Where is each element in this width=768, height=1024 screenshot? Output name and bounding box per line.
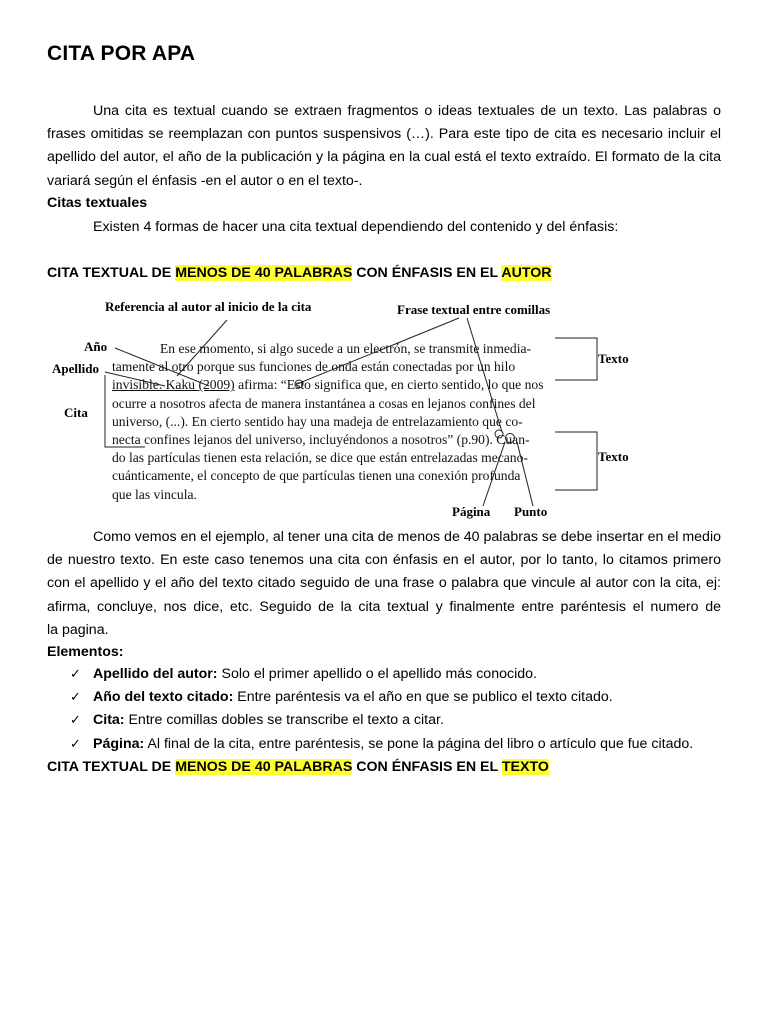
citas-textuales-heading: Citas textuales (47, 195, 148, 211)
list-item-term: Página: (93, 735, 145, 752)
label-cita: Cita (64, 405, 88, 420)
label-texto-2: Texto (598, 449, 629, 464)
section-heading-middle: CON ÉNFASIS EN EL (352, 265, 502, 281)
label-anio: Año (84, 339, 108, 354)
example-line-7: do las partículas tienen esta relación, se dice que están entrelazadas mecano- (112, 450, 528, 466)
explain-line-5: la pagina. (47, 621, 109, 638)
example-line-3 (112, 376, 592, 394)
section-heading-autor (47, 263, 552, 283)
label-frase-textual: Frase textual entre comillas (397, 302, 551, 317)
list-item (70, 686, 693, 709)
list-item-term: Año del texto citado: (93, 689, 234, 706)
label-apellido: Apellido (52, 361, 99, 376)
label-referencia: Referencia al autor al inicio de la cita (105, 299, 312, 314)
citas-textuales-text: Existen 4 formas de hacer una cita textual dependiendo del contenido y del énfasis: (93, 219, 619, 235)
label-punto: Punto (514, 504, 548, 519)
intro-line-1: Una cita es textual cuando se extraen fragmentos o ideas textuales de un texto. Las palabras o (93, 103, 721, 119)
example-quote-text (112, 340, 592, 504)
elementos-list (70, 663, 693, 756)
list-item-desc: Entre comillas dobles se transcribe el texto a citar. (124, 712, 444, 729)
explain-line-2: de nuestro texto. En este caso tenemos una cita con énfasis en el autor, por lo tanto, lo citamos primero (47, 552, 721, 569)
elementos-heading: Elementos: (47, 644, 124, 660)
example-line-2: tamente al otro porque sus funciones de onda están conectadas por un hilo (112, 359, 516, 375)
intro-paragraph (47, 100, 721, 193)
checkmark-icon: ✓ (70, 690, 81, 706)
section-heading-prefix: CITA TEXTUAL DE (47, 265, 176, 281)
explain-line-3: con el apellido y el año del texto citado seguido de una frase o palabra que vincule al autor con la cita, ej: (47, 575, 721, 592)
example-line-4: ocurre a nosotros afecta de manera instantánea a cosas en lejanos confines del (112, 395, 536, 411)
list-item-desc: Entre paréntesis va el año en que se publico el texto citado. (233, 689, 613, 706)
list-item (70, 733, 693, 756)
example-line-1: En ese momento, si algo sucede a un electrón, se transmite inmedia- (160, 341, 532, 356)
list-item-desc: Al final de la cita, entre paréntesis, se pone la página del libro o artículo que fue citado. (144, 735, 694, 752)
list-item-term: Apellido del autor: (93, 666, 218, 682)
example-author-year: invisible. Kaku (2009) (112, 377, 235, 393)
section-heading-texto (47, 757, 549, 777)
example-line-6: necta confines lejanos del universo, incluyéndonos a nosotros” (p.90). Cuan- (112, 432, 530, 448)
example-line-3-rest: afirma: “Esto significa que, en cierto sentido, lo que nos (234, 377, 544, 393)
checkmark-icon: ✓ (70, 736, 81, 752)
intro-line-2: frases omitidas se reemplazan con puntos suspensivos (…). Para este tipo de cita es necesario incluir el (47, 126, 721, 143)
checkmark-icon: ✓ (70, 667, 81, 682)
highlight-autor: AUTOR (501, 265, 552, 281)
highlight-menos-40: MENOS DE 40 PALABRAS (175, 759, 353, 775)
intro-line-4: variará según el énfasis -en el autor o en el texto-. (47, 172, 363, 189)
section-heading-middle: CON ÉNFASIS EN EL (352, 759, 502, 775)
highlight-texto: TEXTO (501, 759, 549, 775)
section-heading-prefix: CITA TEXTUAL DE (47, 759, 176, 775)
explain-line-4: afirma, concluye, nos dice, etc. Seguido de la cita textual y finalmente entre paréntesis el numero de (47, 598, 721, 615)
explanation-paragraph (47, 526, 721, 642)
list-item-term: Cita: (93, 712, 125, 729)
citation-example-figure (47, 290, 627, 522)
page-title: CITA POR APA (47, 42, 196, 65)
example-line-5: universo, (...). En cierto sentido hay una madeja de entrelazamiento que co- (112, 413, 523, 429)
example-line-9: que las vincula. (112, 486, 197, 502)
list-item-desc: Solo el primer apellido o el apellido más conocido. (217, 666, 537, 682)
list-item (70, 709, 693, 732)
explain-line-1: Como vemos en el ejemplo, al tener una cita de menos de 40 palabras se debe insertar en el medio (93, 529, 721, 545)
example-line-8: cuánticamente, el concepto de que partículas tienen una conexión profunda (112, 468, 521, 484)
checkmark-icon: ✓ (70, 713, 81, 729)
highlight-menos-40: MENOS DE 40 PALABRAS (175, 265, 353, 281)
label-pagina: Página (452, 504, 491, 519)
list-item (70, 663, 693, 686)
intro-line-3: apellido del autor, el año de la publicación y la página en la cual está el texto extraído. El formato de la cita (47, 149, 721, 166)
label-texto-1: Texto (598, 351, 629, 366)
